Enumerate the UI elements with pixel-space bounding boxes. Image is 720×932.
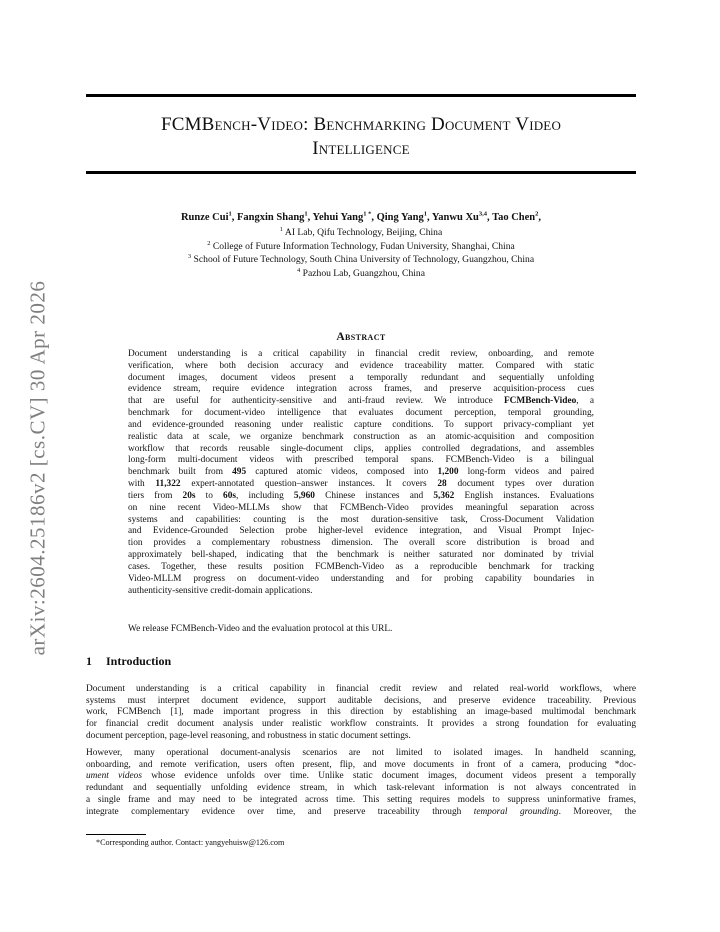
title-fragment: ench <box>214 114 251 135</box>
abstract-line: and Evidence-Grounded Selection probe higher-level evidence integration, and Visual Prompt Injec- <box>128 526 594 537</box>
abstract-line: realistic data at scale, we organize benchmark construction as an atomic-acquisition and composition <box>128 431 594 442</box>
title-fragment: -V <box>250 114 272 135</box>
title-fragment: FCMB <box>160 114 215 135</box>
title-bottom-rule <box>86 171 636 174</box>
paragraph-line: onboarding, and remote verification, users often present, flip, and move documents in front of a camera, producing *doc- <box>86 759 636 770</box>
abstract-line: that are useful for authenticity-sensitive and anti-fraud review. We introduce FCMBench-Video, a <box>128 396 594 407</box>
author-list <box>86 211 636 224</box>
title-fragment: ideo <box>529 114 562 135</box>
abstract-line: and evidence-grounded reasoning under realistic capture conditions. To support privacy-compliant yet <box>128 419 594 430</box>
title-line-1 <box>86 113 636 137</box>
title-fragment: ideo <box>271 114 304 135</box>
title-line-2 <box>86 137 636 161</box>
abstract-line: tiers from 20s to 60s, including 5,960 Chinese instances and 5,362 English instances. Evaluations <box>128 490 595 501</box>
section-number: 1 <box>86 654 92 668</box>
paragraph-line: work, FCMBench [1], made important progress in this direction by establishing an image-based multimodal benchmark <box>86 707 636 718</box>
arxiv-stamp-text: arXiv:2604.25186v2 [cs.CV] 30 Apr 2026 <box>25 280 50 656</box>
title-fragment: ocument <box>444 114 511 135</box>
author: Runze Cui$^1$, <box>180 210 238 223</box>
title-fragment: : B <box>303 114 327 135</box>
paragraph-line: integrate complementary evidence over time, and preserve traceability through temporal grounding. Moreover, the <box>86 806 637 817</box>
title-top-rule <box>86 94 636 97</box>
abstract-line: on nine recent Video-MLLMs show that FCMBench-Video provides meaningful separation across <box>128 502 594 513</box>
abstract-line: benchmark built from 495 captured atomic videos, composed into 1,200 long-form videos and paired <box>128 467 595 478</box>
affiliation: $^4$ Pazhou Lab, Guangzhou, China <box>297 266 425 279</box>
affiliation: $^1$ AI Lab, Qifu Technology, Beijing, China <box>279 225 443 238</box>
title-fragment: V <box>510 114 530 135</box>
abstract-heading: Abstract <box>336 331 386 343</box>
abstract-line: with 11,322 expert-annotated question–answer instances. It covers 28 document types over duration <box>128 479 595 490</box>
footnote-rule <box>86 834 146 835</box>
footnote <box>96 838 284 847</box>
paragraph-line: for financial credit document analysis under realistic workflow constraints. It provides a strong foundation for evaluating <box>86 719 636 730</box>
paragraph-line: ument videos whose evidence unfolds over time. Unlike static document images, document videos present a temporally <box>86 771 637 782</box>
abstract-line: verification, where both decision accuracy and evidence traceability matter. Compared with static <box>128 360 594 371</box>
abstract-line: document images, document videos present a temporally redundant and sequentially unfolding <box>128 372 594 383</box>
paragraph-line: a single frame and may need to be integrated across time. This setting requires models to suppress uninformative frames, <box>86 794 636 805</box>
author: Fangxin Shang$^1$, <box>237 210 313 223</box>
abstract-line: benchmark for document-video intelligence that evaluates document perception, temporal grounding, <box>128 408 594 419</box>
abstract-line: Document understanding is a critical capability in financial credit review, onboarding, and remote <box>128 349 594 359</box>
abstract-line: tion provides a complementary robustness dimension. The overall score distribution is broad and <box>128 538 594 549</box>
author: Qing Yang$^1$, <box>376 210 432 223</box>
paragraph-line: systems must interpret document evidence, support auditable decisions, and preserve evidence traceability. Previous <box>86 695 636 706</box>
author: Yehui Yang$^{1 *}$, <box>312 210 377 223</box>
abstract-line: long-form multi-document videos with prescribed temporal spans. FCMBench-Video is a bilingual <box>128 455 594 466</box>
abstract-line: workflow that records reusable single-document clips, applies controlled degradations, and assembles <box>128 443 594 454</box>
abstract-line: evidence stream, require evidence integration across frames, and preserve acquisition-process cues <box>128 384 594 395</box>
abstract-line: cases. Together, these results position FCMBench-Video as a reproducible benchmark for tracking <box>128 561 594 572</box>
paragraph-line: document perception, page-level reasoning, and robustness in static document settings. <box>86 730 411 741</box>
section-title: Introduction <box>106 654 172 668</box>
affiliation: $^2$ College of Future Information Technology, Fudan University, Shanghai, China <box>207 239 515 252</box>
paragraph-line: Document understanding is a critical capability in financial credit review and related real-world workflows, where <box>86 684 636 694</box>
title-fragment: enchmarking <box>326 114 427 135</box>
abstract-line: systems and capabilities: counting is the most duration-sensitive task, Cross-Document Validation <box>128 514 594 525</box>
footnote-text: *Corresponding author. Contact: yangyehuisw@126.com <box>96 838 285 847</box>
section-heading <box>86 654 171 669</box>
title-fragment: ntelligence <box>318 138 410 159</box>
abstract-line: authenticity-sensitive credit-domain applications. <box>128 585 313 596</box>
paragraph-line: However, many operational document-analysis scenarios are not limited to isolated images. In handheld scanning, <box>86 748 636 758</box>
release-statement: We release FCMBench-Video and the evaluation protocol at this URL. <box>128 624 393 634</box>
affiliation: $^3$ School of Future Technology, South China University of Technology, Guangzhou, China <box>187 252 535 265</box>
title-fragment: I <box>312 138 319 159</box>
paper-title <box>86 113 636 161</box>
author: Tao Chen$^2$, <box>492 210 542 223</box>
paragraph-line: redundant and sequentially unfolding evidence stream, in which task-relevant information is not always concentrated in <box>86 783 636 794</box>
author: Yanwu Xu$^{3,4}$, <box>431 210 493 223</box>
abstract-line: approximately bell-shaped, indicating that the benchmark is neither saturated nor dominated by trivial <box>128 550 594 561</box>
title-fragment: D <box>426 114 445 135</box>
abstract-line: Video-MLLM progress on document-video understanding and for probing capability boundaries in <box>128 573 594 584</box>
